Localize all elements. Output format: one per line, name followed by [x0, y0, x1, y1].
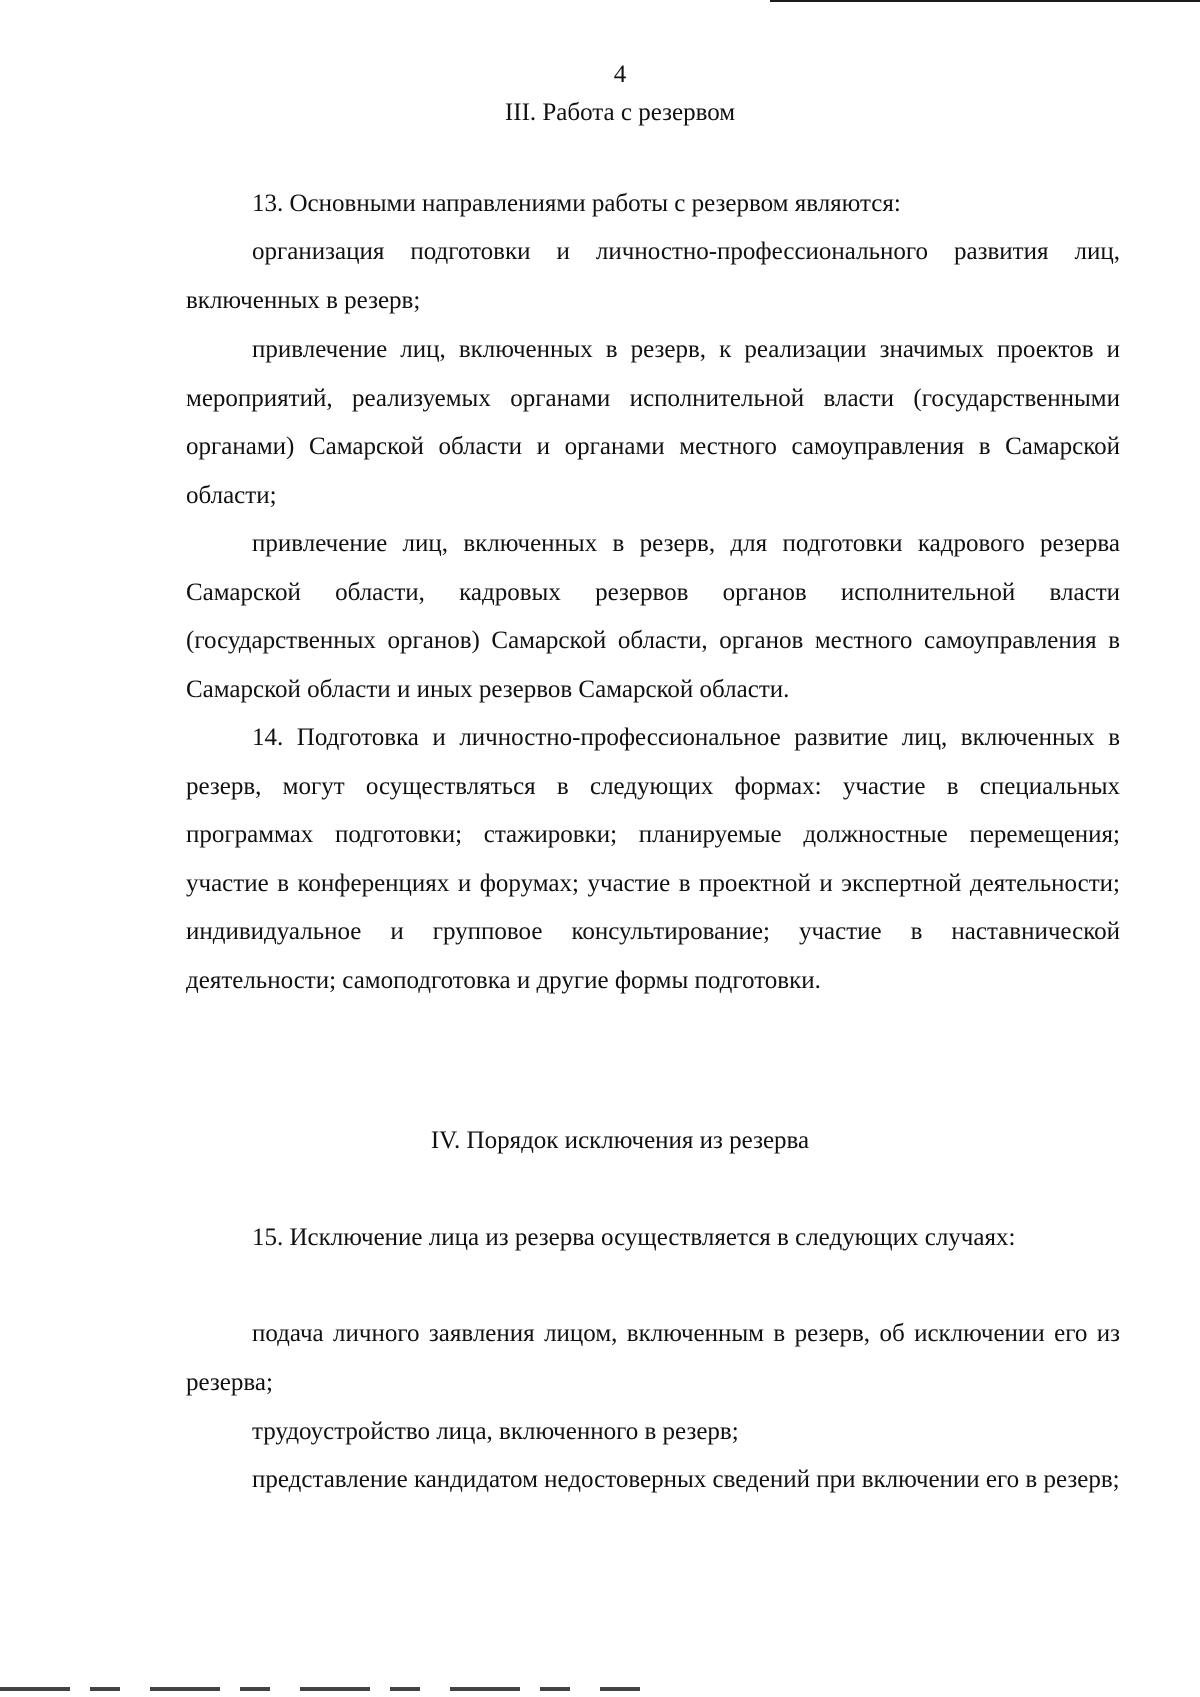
paragraph: представление кандидатом недостоверных сведений при включении его в резерв; — [252, 1466, 1120, 1493]
section-heading: IV. Порядок исключения из резерва — [430, 1127, 810, 1154]
scan-edge-artifact — [0, 1687, 640, 1691]
scan-edge-line — [770, 0, 1200, 2]
paragraph: 13. Основными направлениями работы с резервом являются: — [252, 190, 901, 217]
paragraph: 15. Исключение лица из резерва осуществляется в следующих случаях: — [252, 1224, 1016, 1251]
paragraph: подача личного заявления лицом, включенным в резерв, об исключении его из резерва; — [186, 1320, 1120, 1396]
paragraph: 14. Подготовка и личностно-профессиональное развитие лиц, включенных в резерв, могут осуществляться в следующих формах: участие в специальных программах подготовки; стажировки; планируемые должностные перемещения; участие в конференциях и форумах; участие в проектной и экспертной деятельности; индивидуальное и групповое консультирование; участие в наставнической деятельности; самоподготовка и другие формы подготовки. — [186, 724, 1120, 994]
paragraph: привлечение лиц, включенных в резерв, к реализации значимых проектов и мероприятий, реализуемых органами исполнительной власти (государственными органами) Самарской области и органами местного самоуправления в Самарской области; — [186, 336, 1120, 509]
paragraph: организация подготовки и личностно-профессионального развития лиц, включенных в резерв; — [186, 238, 1120, 314]
paragraph: трудоустройство лица, включенного в резерв; — [252, 1418, 739, 1445]
page-number: 4 — [613, 61, 627, 88]
paragraph: привлечение лиц, включенных в резерв, для подготовки кадрового резерва Самарской области, кадровых резервов органов исполнительной власти (государственных органов) Самарской области, органов местного самоуправления в Самарской области и иных резервов Самарской области. — [186, 530, 1120, 703]
section-heading: III. Работа с резервом — [504, 99, 736, 126]
